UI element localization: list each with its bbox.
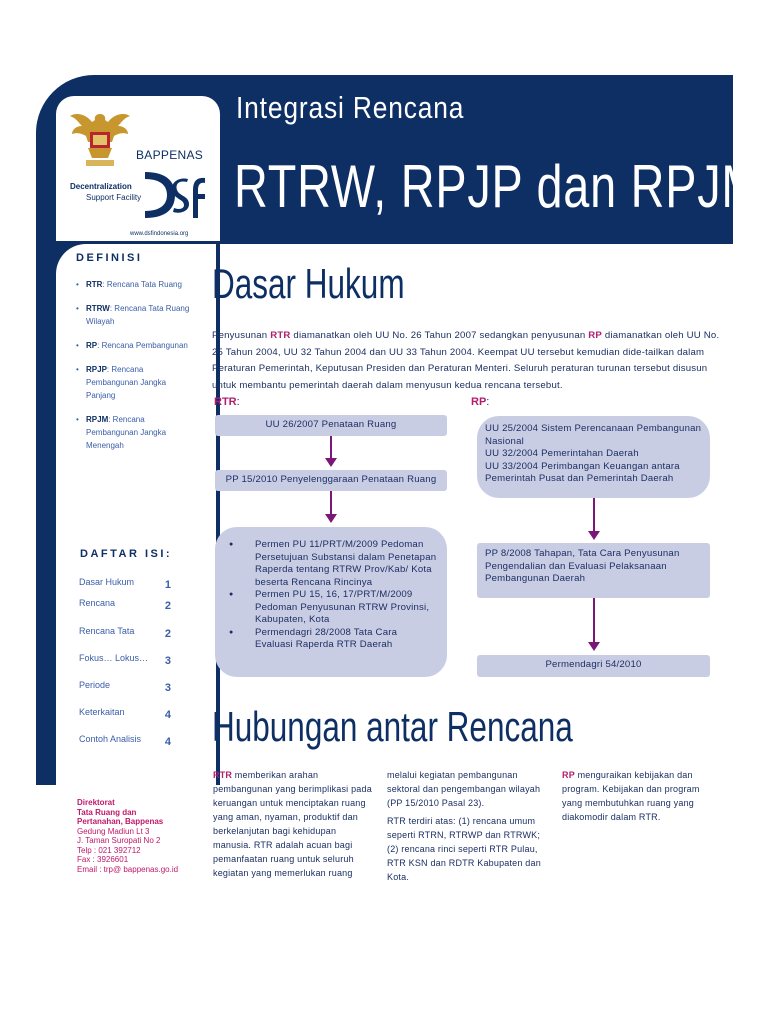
definition-text: : Rencana Tata Ruang xyxy=(102,280,182,289)
hubungan-column-2: melalui kegiatan pembangunan sektoral dan pengembangan wilayah (PP 15/2010 Pasal 23). RTR terdiri atas: (1) rencana umum seperti RTRN, RTRWP dan RTRWK; (2) rencana rinci seperti RTR Pulau, RTR KSN dan RDTR Kabupaten dan Kota. xyxy=(387,770,541,882)
dsf-logo-icon xyxy=(141,168,207,222)
definition-term: RTR xyxy=(86,280,103,289)
definition-text: : Rencana Pembangunan Jangka Menengah xyxy=(86,415,167,450)
toc-item-rencana[interactable]: Rencana 2 xyxy=(79,598,171,612)
definition-item xyxy=(76,413,196,452)
contact-email[interactable]: Email : trp@ bappenas.go.id xyxy=(77,864,179,874)
list-item: ● Permen PU 11/PRT/M/2009 Pedoman Persetujuan Substansi dalam Penetapan Raperda tentang RTRW Prov/Kab/ Kota beserta Rencana Rincinya xyxy=(229,539,437,589)
definition-text: : Rencana Pembangunan xyxy=(97,341,188,350)
definition-text: : Rencana Pembangunan Jangka Panjang xyxy=(86,365,167,400)
definisi-heading: DEFINISI xyxy=(76,252,143,264)
toc-item-keterkaitan[interactable]: Keterkaitan 4 xyxy=(79,707,171,721)
document-title: RTRW, RPJP dan RPJM xyxy=(234,153,762,220)
toc-item-fokus-lokus[interactable]: Fokus… Lokus… 3 xyxy=(79,653,171,667)
definition-list xyxy=(76,278,196,463)
hubungan-heading: Hubungan antar Rencana xyxy=(212,703,573,750)
definition-term: RPJM xyxy=(86,415,109,424)
definition-item xyxy=(76,302,196,328)
definition-term: RP xyxy=(86,341,98,350)
definition-item xyxy=(76,339,196,352)
arrow-line xyxy=(330,436,332,460)
dasar-hukum-paragraph: Penyusunan RTR diamanatkan oleh UU No. 26 Tahun 2007 sedangkan penyusunan RP diamanatkan oleh UU No. 25 Tahun 2004, UU 32 Tahun 2004 dan UU 33 Tahun 2004. Keempat UU tersebut kemudian dide-tailkan dalam Peraturan Pemerintah, Keputusan Presiden dan Peraturan Menteri. Seluruh peraturan turunan tersebut disusun untuk membantu pemerintah daerah dalam menyusun kedua rencana tersebut. xyxy=(212,330,720,391)
garuda-emblem-icon xyxy=(68,108,132,168)
definition-text: : Rencana Tata Ruang Wilayah xyxy=(86,304,190,326)
toc-item-periode[interactable]: Periode 3 xyxy=(79,680,171,694)
arrow-line xyxy=(593,498,595,533)
arrow-down-icon xyxy=(325,458,337,467)
dsf-name-line1: Decentralization xyxy=(70,182,132,191)
hubungan-column-1: RTR memberikan arahan pembangunan yang berimplikasi pada keruangan untuk menciptakan ruang yang aman, nyaman, produktif dan berkelanjutan bagi kehidupan manusia. RTR adalah acuan bagi pemanfaatan ruang untuk seluruh kegiatan yang memerlukan ruang xyxy=(213,770,372,878)
arrow-line xyxy=(593,598,595,644)
definition-term: RTRW xyxy=(86,304,110,313)
arrow-down-icon xyxy=(588,531,600,540)
rp-ministerial-box: Permendagri 54/2010 xyxy=(477,655,710,677)
list-item: ● Permendagri 28/2008 Tata Cara Evaluasi Raperda RTR Daerah xyxy=(229,627,437,652)
document-subtitle: Integrasi Rencana xyxy=(236,90,465,125)
hubungan-column-3: RP menguraikan kebijakan dan program. Kebijakan dan program yang membutuhkan ruang yang diakomodir dalam RTR. xyxy=(562,770,700,822)
bappenas-label: BAPPENAS xyxy=(136,148,204,162)
toc-item-dasar-hukum[interactable]: Dasar Hukum 1 xyxy=(79,577,171,591)
toc-item-rencana-tata[interactable]: Rencana Tata 2 xyxy=(79,626,171,640)
rtr-regulation-box: PP 15/2010 Penyelenggaraan Penataan Ruang xyxy=(215,470,447,491)
rp-column-label: RP: xyxy=(471,396,490,408)
rtr-law-box: UU 26/2007 Penataan Ruang xyxy=(215,415,447,436)
definition-item xyxy=(76,363,196,402)
dasar-hukum-heading: Dasar Hukum xyxy=(212,260,405,307)
list-item: ● Permen PU 15, 16, 17/PRT/M/2009 Pedoman Penyusunan RTRW Provinsi, Kabupaten, Kota xyxy=(229,589,437,627)
toc-heading: DAFTAR ISI: xyxy=(80,548,173,560)
dsf-name-line2: Support Facility xyxy=(86,193,142,202)
rtr-column-label: RTR: xyxy=(214,396,240,408)
arrow-down-icon xyxy=(325,514,337,523)
dsf-url[interactable]: www.dsfindonesia.org xyxy=(130,231,189,237)
definition-item xyxy=(76,278,196,291)
rtr-ministerial-box xyxy=(215,527,447,677)
arrow-down-icon xyxy=(588,642,600,651)
rp-law-box: UU 25/2004 Sistem Perencanaan Pembangunan Nasional UU 32/2004 Pemerintahan Daerah UU 33/2004 Perimbangan Keuangan antara Pemerintah Pusat dan Pemerintah Daerah xyxy=(477,416,710,498)
arrow-line xyxy=(330,491,332,516)
rp-regulation-box: PP 8/2008 Tahapan, Tata Cara Penyusunan Pengendalian dan Evaluasi Pelaksanaan Pembangunan Daerah xyxy=(477,543,710,598)
contact-block: Direktorat Tata Ruang dan Pertanahan, Bappenas Gedung Madiun Lt 3 J. Taman Suropati No 2 Telp : 021 392712 Fax : 3926601 Email : trp@ bappenas.go.id xyxy=(77,798,179,874)
definition-term: RPJP xyxy=(86,365,107,374)
toc-item-contoh-analisis[interactable]: Contoh Analisis 4 xyxy=(79,734,171,748)
